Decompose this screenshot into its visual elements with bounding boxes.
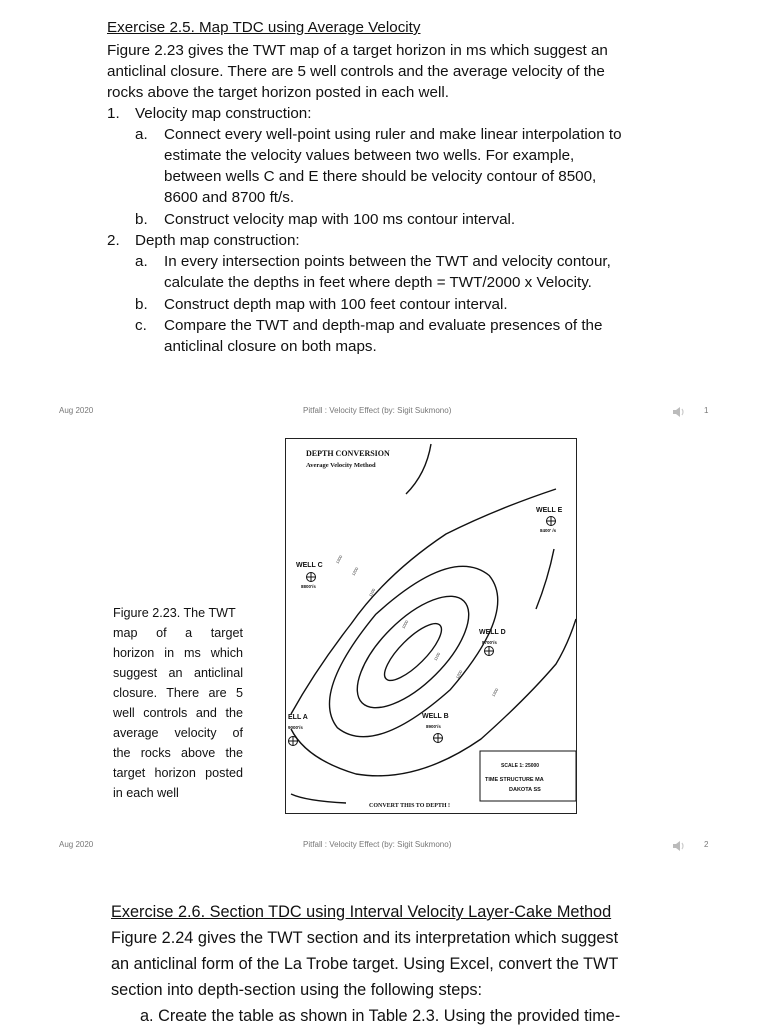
list-marker-1a: a.	[135, 126, 148, 143]
well-symbol-icon	[546, 516, 556, 526]
caption-line: Figure 2.23. The TWT	[113, 606, 236, 620]
item-2a-line-2: calculate the depths in feet where depth = TWT/2000 x Velocity.	[164, 274, 592, 291]
map-title: DEPTH CONVERSION	[306, 449, 390, 458]
page-number: 1	[704, 406, 709, 415]
page-number: 2	[704, 840, 709, 849]
item-1a-line-2: estimate the velocity values between two wells. For example,	[164, 147, 575, 164]
well-symbol-icon	[484, 646, 494, 656]
contour-lines	[300, 538, 527, 765]
intro-line-1: Figure 2.23 gives the TWT map of a target horizon in ms which suggest an	[107, 42, 608, 59]
item-2a-line-1: In every intersection points between the TWT and velocity contour,	[164, 253, 611, 270]
contour-line	[536, 549, 554, 609]
well-symbol-icon	[288, 736, 298, 746]
contour-label: 1100	[432, 651, 442, 662]
footer-date: Aug 2020	[59, 840, 94, 849]
caption-line: well controls and the	[113, 706, 243, 720]
item-2c-line-1: Compare the TWT and depth-map and evaluate presences of the	[164, 317, 603, 334]
list-item-velocity-map: Velocity map construction:	[135, 105, 312, 122]
well-a-velocity: 9000'/s	[288, 725, 303, 730]
contour-line	[339, 578, 486, 725]
map-legend-box	[480, 751, 576, 801]
contour-line	[300, 538, 527, 765]
speaker-icon[interactable]	[672, 405, 688, 424]
item-1a-line-3: between wells C and E there should be velocity contour of 8500,	[164, 168, 597, 185]
contour-line	[406, 444, 431, 494]
well-symbol-icon	[306, 572, 316, 582]
exercise-2-6-title: Exercise 2.6. Section TDC using Interval Velocity Layer-Cake Method	[111, 903, 612, 921]
list-marker-1: 1.	[107, 105, 120, 122]
item-1a-line-1: Connect every well-point using ruler and make linear interpolation to	[164, 126, 622, 143]
map-subtitle: Average Velocity Method	[306, 462, 376, 469]
contour-label: 1000	[400, 619, 410, 630]
speaker-icon[interactable]	[672, 839, 688, 858]
item-2c-line-2: anticlinal closure on both maps.	[164, 338, 377, 355]
contour-label: 1200	[454, 669, 464, 680]
well-b-label: WELL B	[422, 713, 449, 720]
caption-line: in each well	[113, 786, 179, 800]
figure-caption	[113, 603, 243, 803]
list-marker-2b: b.	[135, 296, 148, 313]
caption-line: map of a target	[113, 626, 243, 640]
exercise-2-5-title: Exercise 2.5. Map TDC using Average Velocity	[107, 19, 421, 36]
list-marker-2c: c.	[135, 317, 147, 334]
intro-line-2: anticlinal closure. There are 5 well controls and the average velocity of the	[107, 63, 605, 80]
exercise-2-6-line: a. Create the table as shown in Table 2.3. Using the provided time-	[140, 1007, 621, 1025]
footer-date: Aug 2020	[59, 406, 94, 415]
map-bottom-note: CONVERT THIS TO DEPTH !	[369, 803, 451, 809]
intro-line-3: rocks above the target horizon posted in each well.	[107, 84, 449, 101]
list-marker-2: 2.	[107, 232, 120, 249]
contour-label: 1300	[334, 554, 344, 565]
caption-line: the rocks above the	[113, 746, 243, 760]
well-symbol-icon	[433, 733, 443, 743]
footer-title: Pitfall : Velocity Effect (by: Sigit Sukmono)	[303, 840, 452, 849]
exercise-2-6-line: an anticlinal form of the La Trobe target. Using Excel, convert the TWT	[111, 955, 619, 973]
item-1a-line-4: 8600 and 8700 ft/s.	[164, 189, 295, 206]
exercise-2-6-line: Figure 2.24 gives the TWT section and its interpretation which suggest	[111, 929, 619, 947]
caption-line: average velocity of	[113, 726, 243, 740]
well-c-label: WELL C	[296, 562, 323, 569]
contour-label: 1300	[490, 687, 500, 698]
contour-line	[377, 616, 449, 688]
well-d-label: WELL D	[479, 629, 506, 636]
well-a-label: ELL A	[288, 714, 308, 721]
list-item-depth-map: Depth map construction:	[135, 232, 300, 249]
contour-line	[291, 489, 556, 714]
well-b-velocity: 8900'/s	[426, 724, 441, 729]
well-d-velocity: 8700'/s	[482, 640, 497, 645]
well-e-label: WELL E	[536, 507, 563, 514]
caption-line: target horizon posted	[113, 766, 243, 780]
map-legend-subtitle: DAKOTA SS	[509, 787, 541, 793]
item-1b-line-1: Construct velocity map with 100 ms contour interval.	[164, 211, 516, 228]
map-legend-title: TIME STRUCTURE MA	[485, 777, 544, 783]
exercise-2-6-line: section into depth-section using the following steps:	[111, 981, 483, 999]
contour-label: 1100	[367, 587, 377, 598]
map-scale: SCALE 1: 25000	[501, 763, 540, 769]
contour-line	[291, 794, 346, 803]
footer-title: Pitfall : Velocity Effect (by: Sigit Sukmono)	[303, 406, 452, 415]
list-marker-2a: a.	[135, 253, 148, 270]
caption-line: closure. There are 5	[113, 686, 243, 700]
caption-line: horizon in ms which	[113, 646, 243, 660]
contour-label: 1200	[350, 566, 360, 577]
list-marker-1b: b.	[135, 211, 148, 228]
twt-map-drawing	[286, 439, 576, 813]
well-c-velocity: 8800'/s	[301, 584, 316, 589]
caption-line: suggest an anticlinal	[113, 666, 243, 680]
well-e-velocity: 8400' /s	[540, 528, 557, 533]
item-2b-line-1: Construct depth map with 100 feet contour interval.	[164, 296, 508, 313]
twt-map-figure	[285, 438, 577, 814]
